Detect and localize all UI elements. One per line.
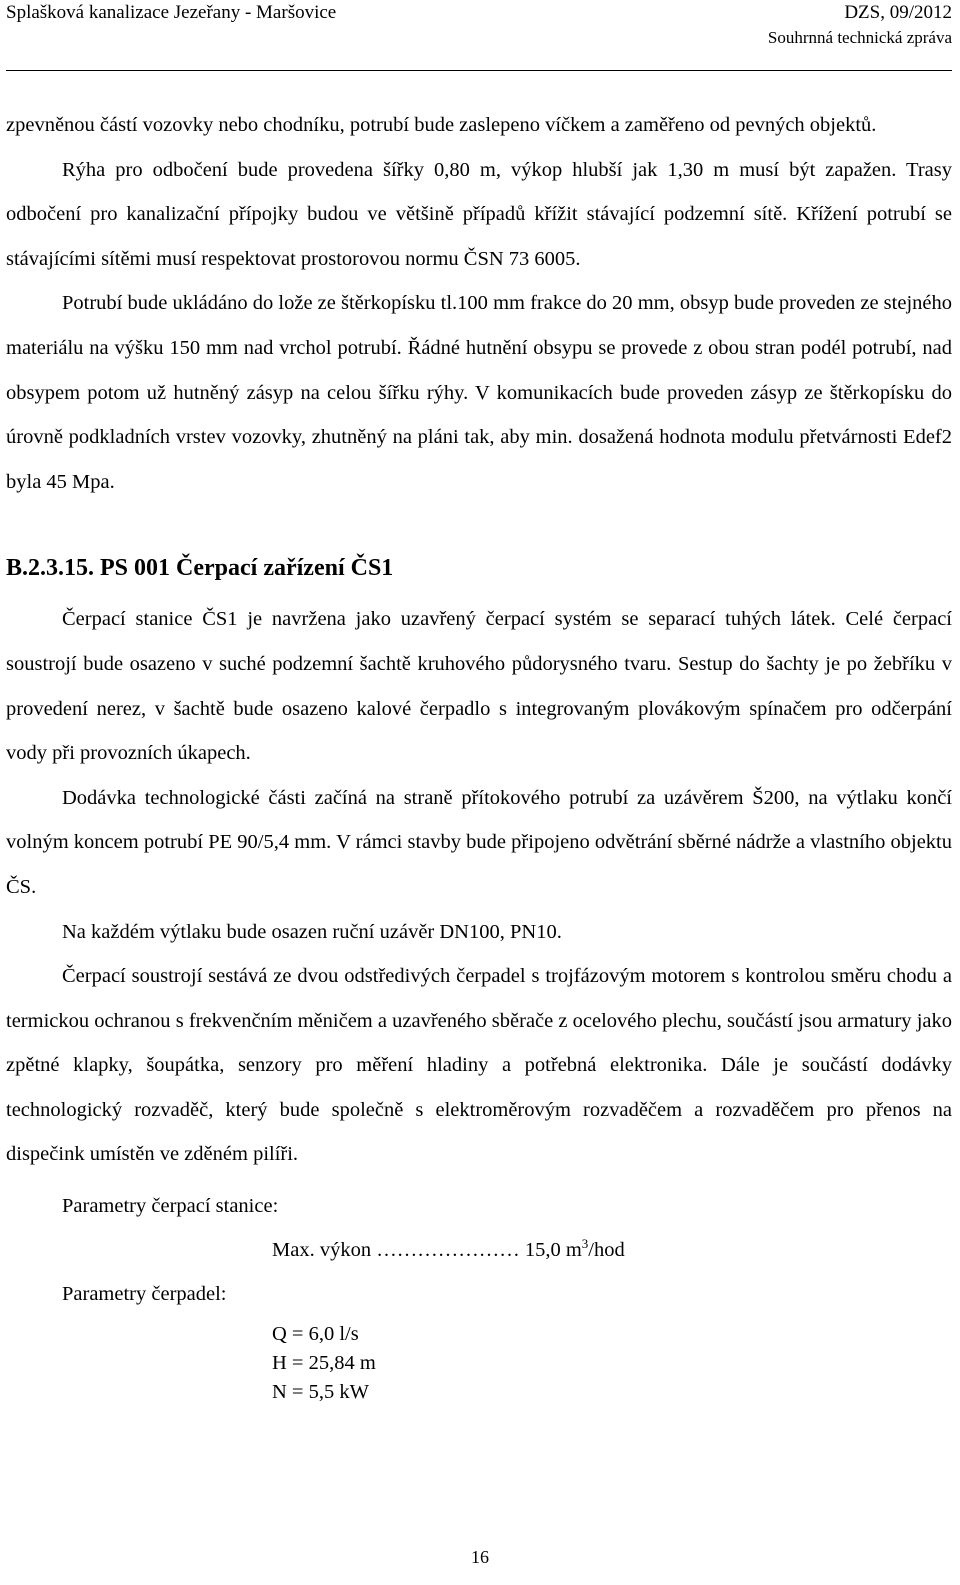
max-power-label: Max. výkon ………………… — [272, 1239, 520, 1262]
pump-power: N = 5,5 kW — [272, 1381, 369, 1404]
header-date-code: DZS, 09/2012 — [844, 2, 952, 23]
station-params-label: Parametry čerpací stanice: — [62, 1195, 279, 1218]
paragraph-pump-assembly: Čerpací soustrojí sestává ze dvou odstředivých čerpadel s trojfázovým motorem s kontrolou směru chodu a termickou ochranou s frekvenčním měničem a uzavřeného sběrače z ocelového plechu, součástí jsou armatury jako zpětné klapky, šoupátka, senzory pro měření hladiny a potřebná elektronika. Dále je součástí dodávky technologický rozvaděč, který bude společně s elektroměrovým rozvaděčem a rozvaděčem pro přenos na dispečink umístěn ve zděném pilíři. — [6, 965, 952, 1166]
max-power-value: 15,0 m — [524, 1239, 582, 1262]
paragraph-continuation: zpevněnou částí vozovky nebo chodníku, potrubí bude zaslepeno víčkem a zaměřeno od pevných objektů. — [6, 114, 877, 136]
pump-params-label: Parametry čerpadel: — [62, 1283, 227, 1306]
page-number: 16 — [471, 1547, 489, 1567]
paragraph-trench: Rýha pro odbočení bude provedena šířky 0,80 m, výkop hlubší jak 1,30 m musí být zapažen. Trasy odbočení pro kanalizační přípojky budou ve většině případů křížit stávající podzemní sítě. Křížení potrubí se stávajícími sítěmi musí respektovat prostorovou normu ČSN 73 6005. — [6, 158, 952, 270]
header-top-row — [6, 0, 952, 25]
max-power-exponent: 3 — [581, 1236, 589, 1252]
page-header — [6, 0, 952, 50]
document-body — [6, 103, 952, 1407]
pump-head: H = 25,84 m — [272, 1352, 376, 1375]
paragraph-bedding: Potrubí bude ukládáno do lože ze štěrkopísku tl.100 mm frakce do 20 mm, obsyp bude proveden ze stejného materiálu na výšku 150 mm nad vrchol potrubí. Řádné hutnění obsypu se provede z obou stran podél potrubí, nad obsypem potom už hutněný zásyp na celou šířku rýhy. V komunikacích bude proveden zásyp ze štěrkopísku do úrovně podkladních vrstev vozovky, zhutněný na pláni tak, aby min. dosažená hodnota modulu přetvárnosti Edef2 byla 45 Mpa. — [6, 292, 952, 493]
header-document-type: Souhrnná technická zpráva — [767, 28, 952, 47]
max-power-unit: /hod — [588, 1239, 625, 1262]
header-project-title: Splašková kanalizace Jezeřany - Maršovice — [6, 2, 337, 23]
paragraph-delivery: Dodávka technologické části začíná na straně přítokového potrubí za uzávěrem Š200, na výtlaku končí volným koncem potrubí PE 90/5,4 mm. V rámci stavby bude připojeno odvětrání sběrné nádrže a vlastního objektu ČS. — [6, 786, 952, 898]
station-max-power — [6, 1228, 952, 1272]
section-heading: B.2.3.15. PS 001 Čerpací zařízení ČS1 — [6, 555, 394, 582]
header-divider — [6, 70, 952, 71]
paragraph-valve: Na každém výtlaku bude osazen ruční uzávěr DN100, PN10. — [62, 920, 562, 943]
paragraph-pump-station: Čerpací stanice ČS1 je navržena jako uzavřený čerpací systém se separací tuhých látek. Celé čerpací soustrojí bude osazeno v suché podzemní šachtě kruhového půdorysného tvaru. Sestup do šachty je po žebříku v provedení nerez, v šachtě bude osazeno kalové čerpadlo s integrovaným plovákovým spínačem pro odčerpání vody při provozních úkapech. — [6, 608, 952, 765]
pump-flow-rate: Q = 6,0 l/s — [272, 1323, 359, 1346]
